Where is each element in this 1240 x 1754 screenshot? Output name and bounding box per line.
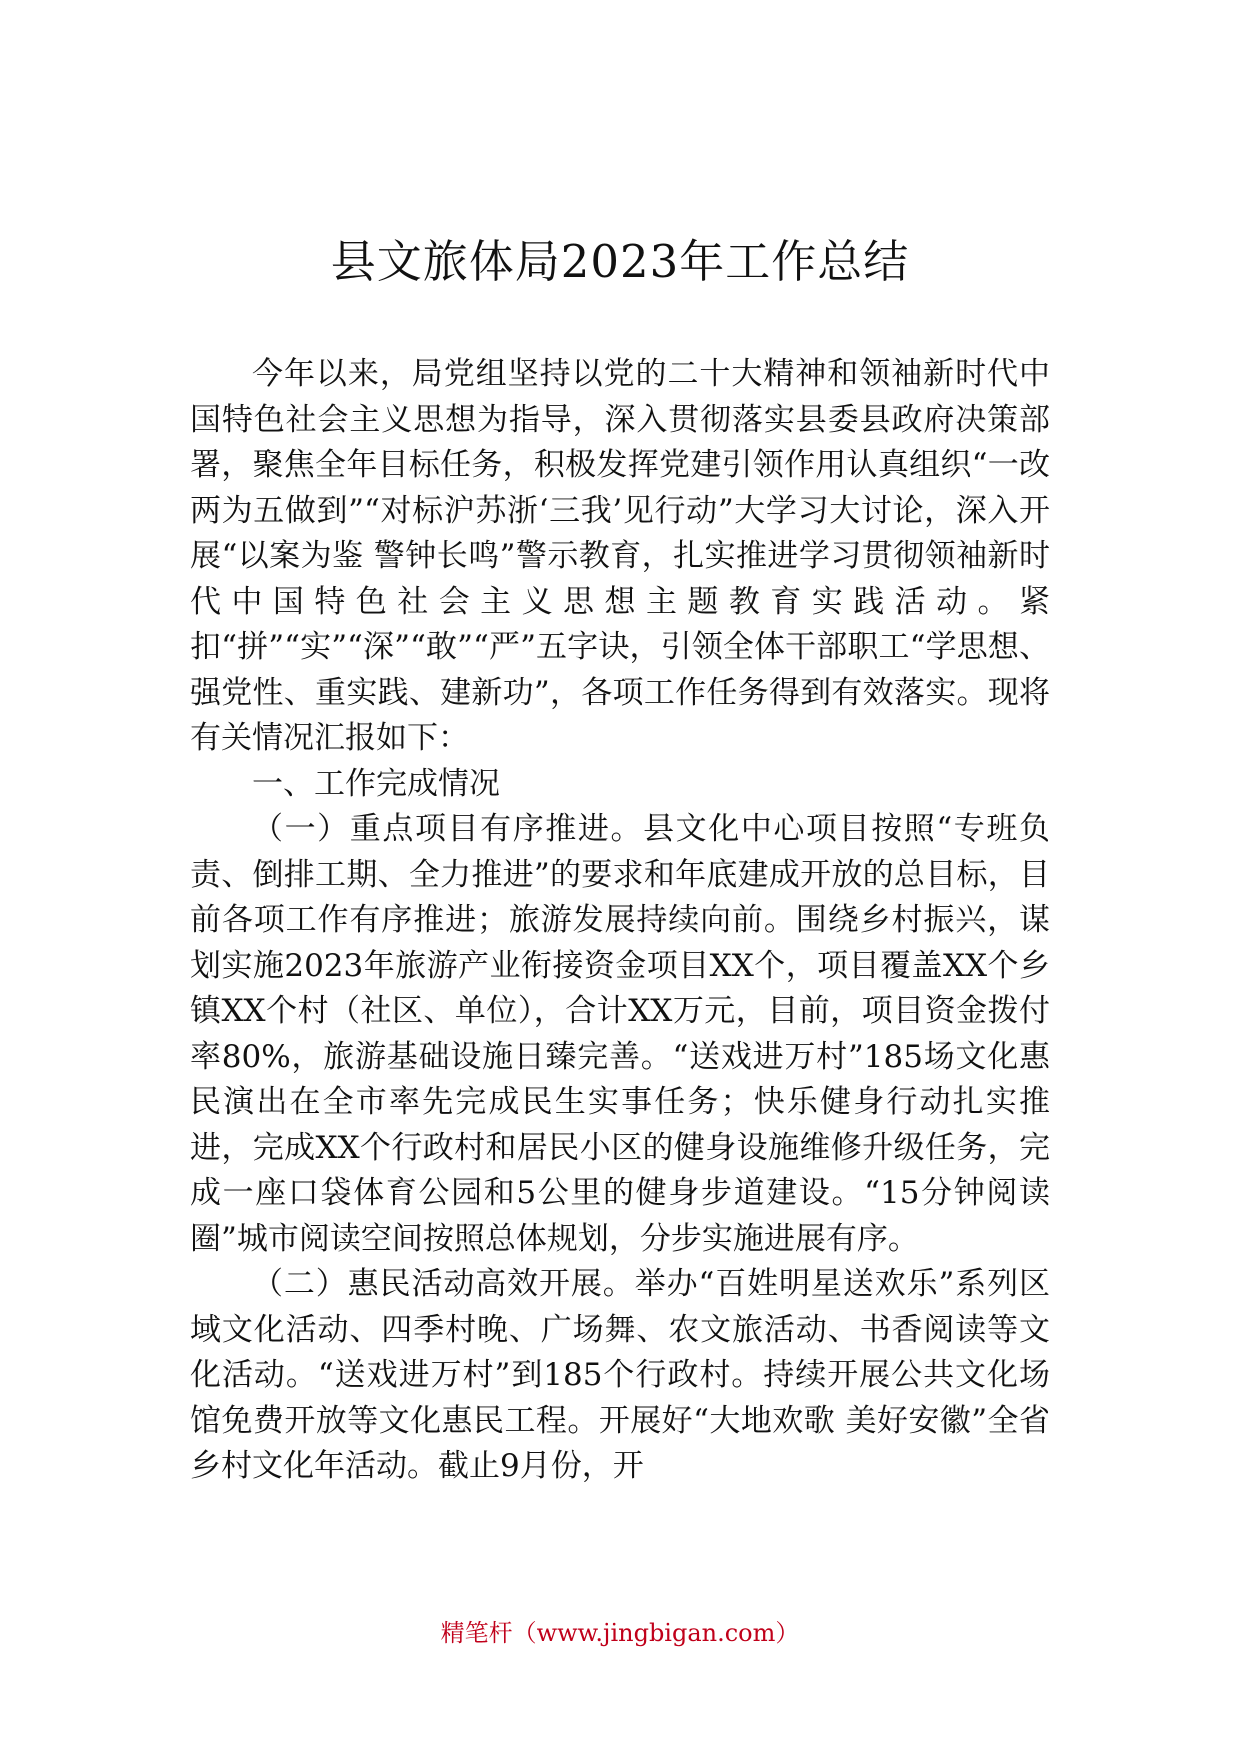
document-title: 县文旅体局2023年工作总结 bbox=[330, 235, 910, 288]
footer-watermark: 精笔杆（www.jingbigan.com） bbox=[440, 1619, 800, 1647]
section-heading: 一、工作完成情况 bbox=[252, 765, 500, 802]
subsection-paragraph-1: （一）重点项目有序推进。县文化中心项目按照“专班负责、倒排工期、全力推进”的要求和年底建成开放的总目标，目前各项工作有序推进；旅游发展持续向前。围绕乡村振兴，谋划实施2023年旅游产业衔接资金项目XX个，项目覆盖XX个乡镇XX个村（社区、单位），合计XX万元，目前，项目资金拨付率80%，旅游基础设施日臻完善。“送戏进万村”185场文化惠民演出在全市率先完成民生实事任务；快乐健身行动扎实推进，完成XX个行政村和居民小区的健身设施维修升级任务，完成一座口袋体育公园和5公里的健身步道建设。“15分钟阅读圈”城市阅读空间按照总体规划，分步实施进展有序。 bbox=[190, 811, 1050, 1257]
intro-paragraph: 今年以来，局党组坚持以党的二十大精神和领袖新时代中国特色社会主义思想为指导，深入贯彻落实县委县政府决策部署，聚焦全年目标任务，积极发挥党建引领作用认真组织“一改两为五做到”“对标沪苏浙‘三我’见行动”大学习大讨论，深入开展“以案为鉴 警钟长鸣”警示教育，扎实推进学习贯彻领袖新时代中国特色社会主义思想主题教育实践活动。紧扣“拼”“实”“深”“敢”“严”五字诀，引领全体干部职工“学思想、强党性、重实践、建新功”，各项工作任务得到有效落实。现将有关情况汇报如下： bbox=[190, 356, 1050, 756]
subsection-paragraph-2: （二）惠民活动高效开展。举办“百姓明星送欢乐”系列区域文化活动、四季村晚、广场舞、农文旅活动、书香阅读等文化活动。“送戏进万村”到185个行政村。持续开展公共文化场馆免费开放等文化惠民工程。开展好“大地欢歌 美好安徽”全省乡村文化年活动。截止9月份，开 bbox=[190, 1266, 1050, 1484]
document-body bbox=[190, 352, 1050, 1490]
